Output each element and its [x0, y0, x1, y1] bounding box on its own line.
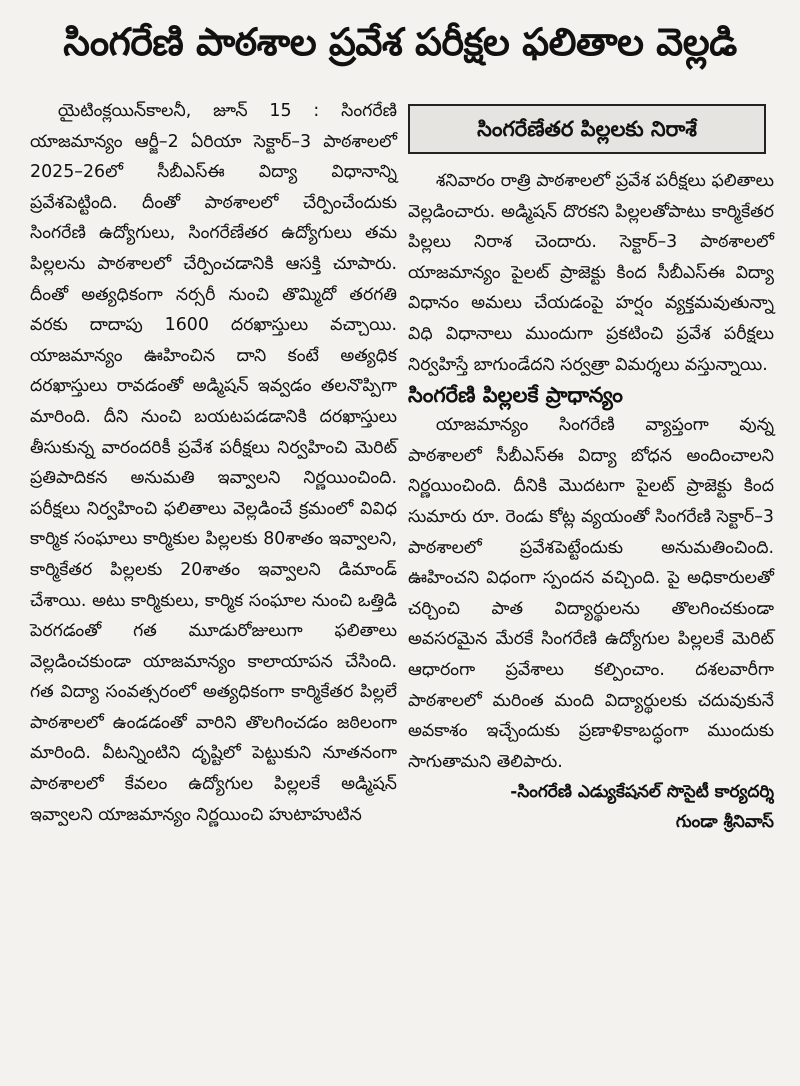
left-column [30, 96, 397, 830]
right-paragraph-1: శనివారం రాత్రి పాఠశాలలో ప్రవేశ పరీక్షలు ఫలితాలు వెల్లడించారు. అడ్మిషన్ దొరకని పిల్లలతోపాటు కార్మికేతర పిల్లలు నిరాశ చెందారు. సెక్టార్–3 పాఠశాలలో యాజమాన్యం పైలట్ ప్రాజెక్టు కింద సీబీఎస్ఈ విద్యా విధానం అమలు చేయడంపై హర్షం వ్యక్తమవుతున్నా విధి విధానాలు ముందుగా ప్రకటించి ప్రవేశ పరీక్షలు నిర్వహిస్తే బాగుండేదని సర్వత్రా విమర్శలు వస్తున్నాయి. [408, 171, 774, 375]
article-body-paragraph: యైటింక్లయిన్‌కాలనీ, జూన్ 15 : సింగరేణి యాజమాన్యం ఆర్జీ–2 ఏరియా సెక్టార్–3 పాఠశాలలో 2025–26లో సీబీఎస్ఈ విద్యా విధానాన్ని ప్రవేశపెట్టింది. దీంతో పాఠశాలలో చేర్పించేందుకు సింగరేణి ఉద్యోగులు, సింగరేణేతర ఉద్యోగులు తమ పిల్లలను పాఠశాలలో చేర్పించడానికి ఆసక్తి చూపారు. దీంతో అత్యధికంగా నర్సరీ నుంచి తొమ్మిదో తరగతి వరకు దాదాపు 1600 దరఖాస్తులు వచ్చాయి. యాజమాన్యం ఊహించిన దాని కంటే అత్యధిక దరఖాస్తులు రావడంతో అడ్మిషన్ ఇవ్వడం తలనొప్పిగా మారింది. దీని నుంచి బయటపడడానికి దరఖాస్తులు తీసుకున్న వారందరికీ ప్రవేశ పరీక్షలు నిర్వహించి మెరిట్ ప్రతిపాదికన అనుమతి ఇవ్వాలని నిర్ణయించింది. పరీక్షలు నిర్వహించి ఫలితాలు వెల్లడించే క్రమంలో వివిధ కార్మిక సంఘాలు కార్మికుల పిల్లలకు 80శాతం ఇవ్వాలని, కార్మికేతర పిల్లలకు 20శాతం ఇవ్వాలని డిమాండ్ చేశాయి. అటు కార్మికులు, కార్మిక సంఘాల నుంచి ఒత్తిడి పెరగడంతో గత మూడురోజులుగా ఫలితాలు వెల్లడించకుండా యాజమాన్యం కాలాయాపన చేసింది. గత విద్యా సంవత్సరంలో అత్యధికంగా కార్మికేతర పిల్లలే పాఠశాలలో ఉండడంతో వారిని తొలగించడం జఠిలంగా మారింది. వీటన్నింటిని దృష్టిలో పెట్టుకుని నూతనంగా పాఠశాలలో కేవలం ఉద్యోగుల పిల్లలకే అడ్మిషన్ ఇవ్వాలని యాజమాన్యం నిర్ణయించి హుటాహుటిన [30, 101, 397, 825]
subheading-2: సింగరేణి పిల్లలకే ప్రాధాన్యం [408, 383, 623, 408]
right-column [408, 166, 774, 837]
attribution-name: గుండా శ్రీనివాస్ [675, 812, 774, 833]
article-headline: సింగరేణి పాఠశాల ప్రవేశ పరీక్షల ఫలితాల వెల్లడి [63, 20, 737, 64]
right-paragraph-2: యాజమాన్యం సింగరేణి వ్యాప్తంగా వున్న పాఠశాలలో సీబీఎస్ఈ విద్యా బోధన అందించాలని నిర్ణయించింది. దీనికి మొదటగా పైలట్ ప్రాజెక్టు కింద సుమారు రూ. రెండు కోట్ల వ్యయంతో సింగరేణి సెక్టార్–3 పాఠశాలలో ప్రవేశపెట్టేందుకు అనుమతించింది. ఊహించని విధంగా స్పందన వచ్చింది. పై అధికారులతో చర్చించి పాత విద్యార్థులను తొలగించకుండా అవసరమైన మేరకే సింగరేణి ఉద్యోగుల పిల్లలకే మెరిట్ ఆధారంగా ప్రవేశాలు కల్పించాం. దశలవారీగా పాఠశాలలో మరింత మంది విద్యార్థులకు చదువుకునే అవకాశం ఇచ్చేందుకు ప్రణాళికాబద్ధంగా ముందుకు సాగుతామని తెలిపారు. [408, 415, 774, 772]
attribution-title: -సింగరేణి ఎడ్యుకేషనల్ సొసైటీ కార్యదర్శి [510, 782, 774, 803]
boxed-subheading: సింగరేణేతర పిల్లలకు నిరాశే [408, 104, 766, 154]
